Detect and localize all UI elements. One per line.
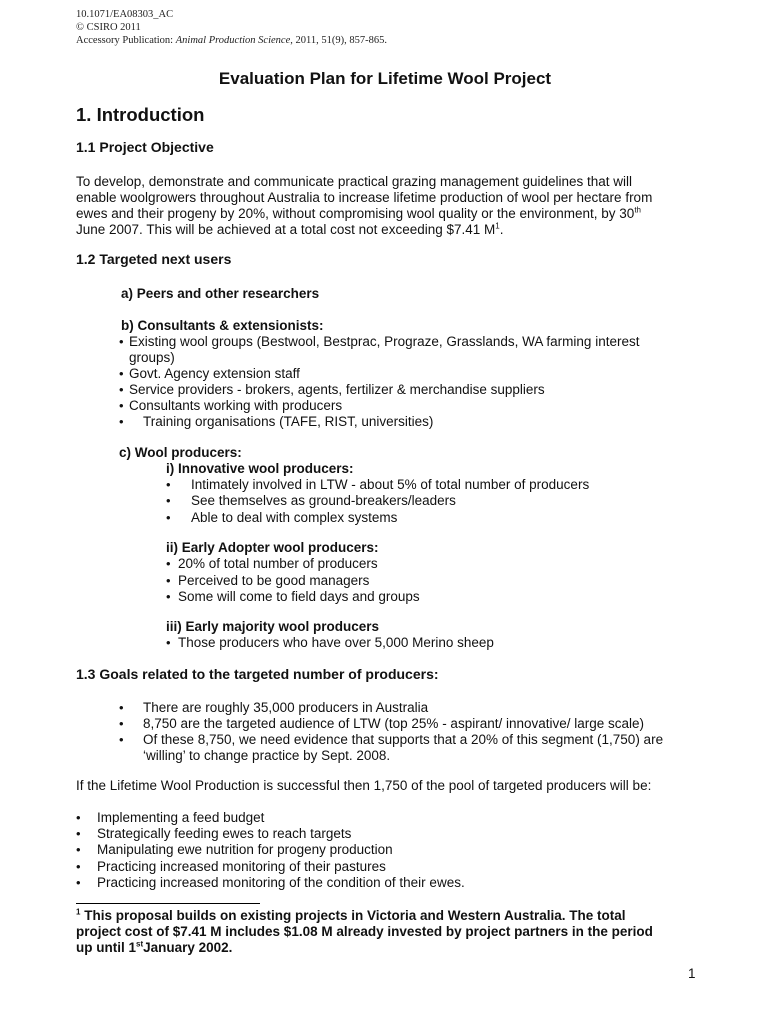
list-item: Implementing a feed budget	[97, 810, 265, 825]
list-item: Some will come to field days and groups	[178, 589, 420, 604]
bullet-icon: •	[76, 859, 81, 874]
list-item: Able to deal with complex systems	[191, 510, 398, 525]
bullet-icon: •	[76, 810, 81, 825]
bullet-icon: •	[119, 716, 124, 731]
bullet-icon: •	[166, 635, 171, 650]
bullet-icon: •	[76, 842, 81, 857]
group-a-heading: a) Peers and other researchers	[121, 286, 320, 301]
subheading-goals: 1.3 Goals related to the targeted number of producers:	[76, 666, 439, 682]
page-number: 1	[688, 966, 696, 981]
bullet-icon: •	[166, 556, 171, 571]
publication-line: Accessory Publication: Animal Production Science, 2011, 51(9), 857-865.	[76, 35, 387, 46]
list-item: groups)	[129, 350, 175, 365]
group-c-i-heading: i) Innovative wool producers:	[166, 461, 354, 476]
copyright-line: © CSIRO 2011	[76, 22, 141, 33]
bullet-icon: •	[119, 366, 124, 381]
group-c-iii-heading: iii) Early majority wool producers	[166, 619, 380, 634]
bullet-icon: •	[166, 477, 171, 492]
footnote-line: up until 1stJanuary 2002.	[76, 939, 233, 955]
bullet-icon: •	[76, 826, 81, 841]
footnote-line: $^1$ This proposal builds on existing projects in Victoria and Western Australia. The total	[76, 907, 626, 923]
subheading-project-objective: 1.1 Project Objective	[76, 139, 214, 155]
bullet-icon: •	[76, 875, 81, 890]
footnote-divider	[76, 903, 260, 904]
list-item: See themselves as ground-breakers/leaders	[191, 493, 456, 508]
group-b-heading: b) Consultants & extensionists:	[121, 318, 324, 333]
document-title: Evaluation Plan for Lifetime Wool Project	[218, 69, 552, 88]
bullet-icon: •	[166, 510, 171, 525]
objective-line: To develop, demonstrate and communicate practical grazing management guidelines that will	[76, 174, 633, 189]
bullet-icon: •	[119, 398, 124, 413]
group-c-heading: c) Wool producers:	[119, 445, 242, 460]
bullet-icon: •	[166, 589, 171, 604]
group-c-ii-heading: ii) Early Adopter wool producers:	[166, 540, 379, 555]
objective-line: June 2007. This will be achieved at a total cost not exceeding $7.41 $M^1$.	[76, 221, 504, 237]
objective-line: enable woolgrowers throughout Australia to increase lifetime production of wool per hectare from	[76, 190, 653, 205]
list-item: 20% of total number of producers	[178, 556, 378, 571]
list-item: Perceived to be good managers	[178, 573, 370, 588]
list-item: Practicing increased monitoring of the condition of their ewes.	[97, 875, 465, 890]
list-item: Govt. Agency extension staff	[129, 366, 300, 381]
section-heading-introduction: 1. Introduction	[76, 104, 205, 125]
bullet-icon: •	[119, 414, 124, 429]
bullet-icon: •	[119, 334, 124, 349]
list-item: Service providers - brokers, agents, fertilizer & merchandise suppliers	[129, 382, 545, 397]
list-item: Training organisations (TAFE, RIST, universities)	[143, 414, 434, 429]
footnote-mark: 1	[76, 907, 81, 917]
list-item: Consultants working with producers	[129, 398, 343, 413]
list-item: Strategically feeding ewes to reach targets	[97, 826, 352, 841]
outcome-paragraph: If the Lifetime Wool Production is successful then 1,750 of the pool of targeted producers will be:	[76, 778, 652, 793]
doi-line: 10.1071/EA08303_AC	[76, 9, 174, 20]
list-item: ‘willing’ to change practice by Sept. 2008.	[143, 748, 391, 763]
footnote-line: project cost of $7.41 M includes $1.08 M already invested by project partners in the period	[76, 924, 653, 939]
list-item: 8,750 are the targeted audience of LTW (top 25% - aspirant/ innovative/ large scale)	[143, 716, 645, 731]
list-item: Practicing increased monitoring of their pastures	[97, 859, 386, 874]
list-item: There are roughly 35,000 producers in Australia	[143, 700, 429, 715]
bullet-icon: •	[119, 732, 124, 747]
list-item: Intimately involved in LTW - about 5% of total number of producers	[191, 477, 590, 492]
subheading-targeted-users: 1.2 Targeted next users	[76, 251, 232, 267]
bullet-icon: •	[166, 573, 171, 588]
bullet-icon: •	[119, 382, 124, 397]
list-item: Manipulating ewe nutrition for progeny production	[97, 842, 393, 857]
list-item: Those producers who have over 5,000 Merino sheep	[178, 635, 494, 650]
bullet-icon: •	[119, 700, 124, 715]
journal-name: Animal Production Science	[175, 35, 291, 46]
list-item: Existing wool groups (Bestwool, Bestprac, Prograze, Grasslands, WA farming interest	[129, 334, 640, 349]
list-item: Of these 8,750, we need evidence that supports that a 20% of this segment (1,750) are	[143, 732, 664, 747]
objective-line: ewes and their progeny by 20%, without compromising wool quality or the environment, by 30th	[76, 205, 641, 221]
bullet-icon: •	[166, 493, 171, 508]
